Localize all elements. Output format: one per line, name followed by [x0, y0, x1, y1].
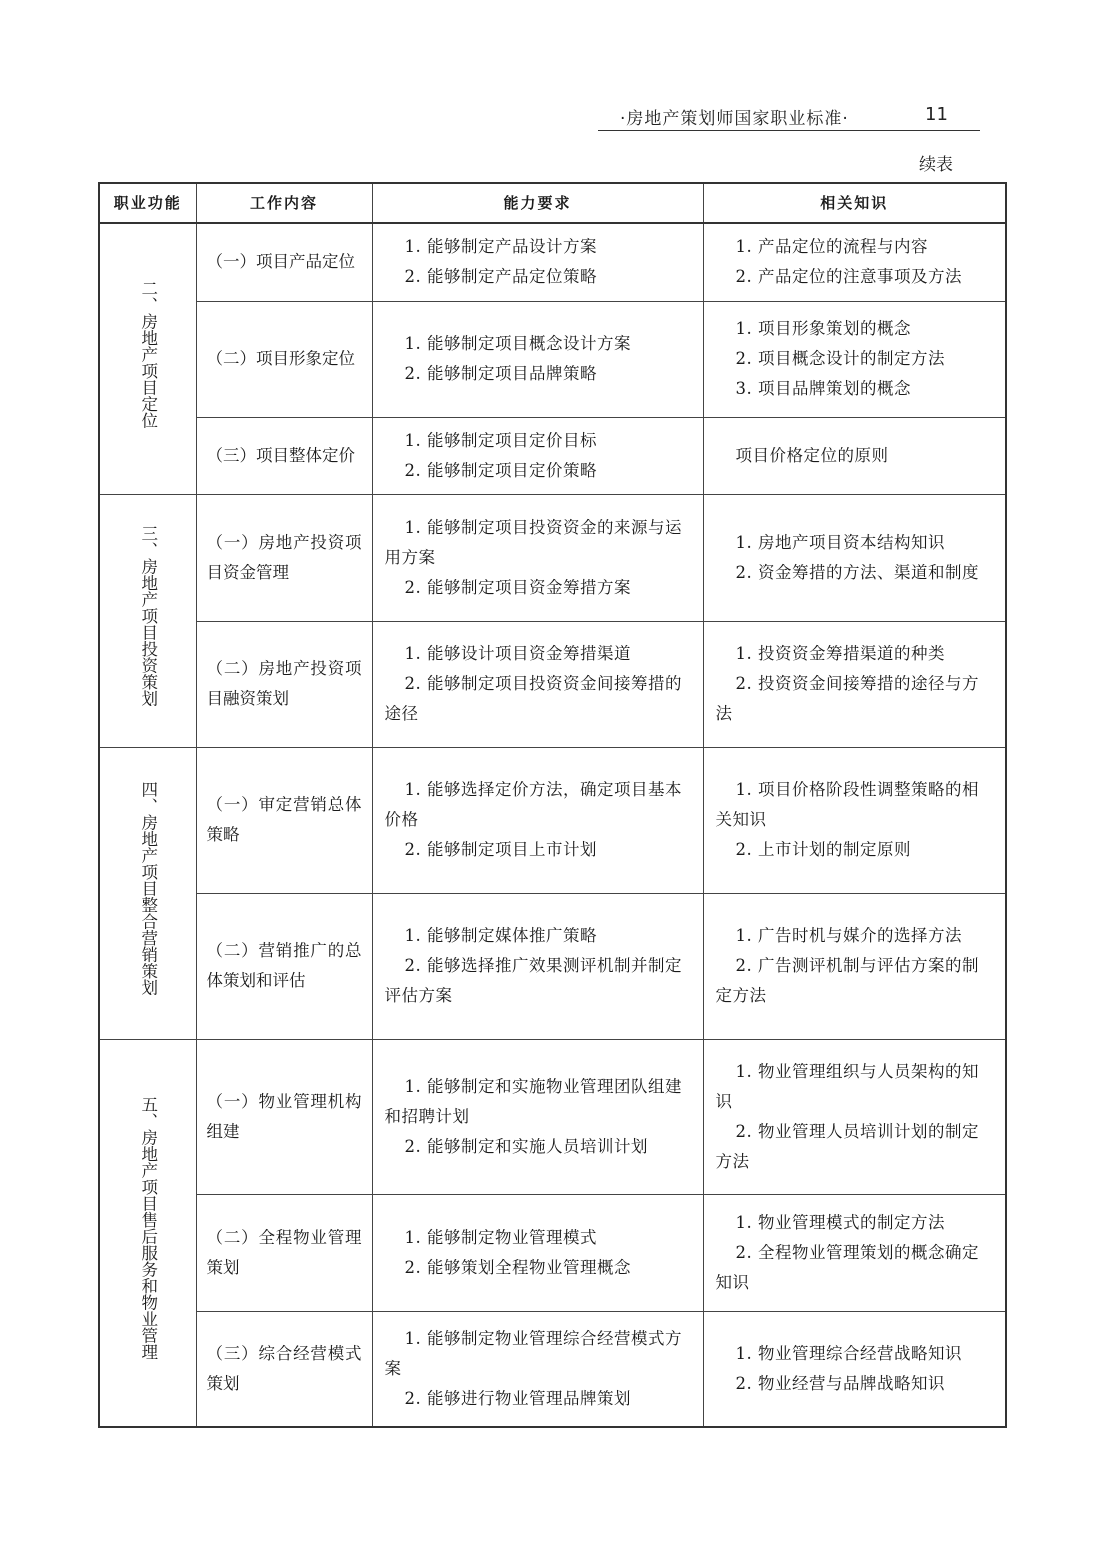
table-row	[99, 1311, 1006, 1427]
knowledge-item: 1. 广告时机与媒介的选择方法	[735, 926, 962, 945]
table-row	[99, 747, 1006, 893]
knowledge-item: 2. 资金筹措的方法、渠道和制度	[735, 562, 979, 582]
ability-item: 2. 能够制定项目资金筹措方案	[404, 577, 631, 597]
ability-item: 1. 能够制定项目投资资金的来源与运用方案	[384, 517, 682, 567]
abilities-cell	[372, 747, 703, 893]
ability-item: 2. 能够进行物业管理品牌策划	[404, 1388, 631, 1408]
function-cell	[99, 747, 196, 1039]
column-header-abilities: 能力要求	[372, 183, 703, 223]
knowledge-item: 1. 投资资金筹措渠道的种类	[735, 644, 945, 663]
ability-item: 2. 能够选择推广效果测评机制并制定评估方案	[384, 956, 682, 1005]
ability-item: 2. 能够制定项目品牌策略	[404, 364, 597, 383]
ability-item: 1. 能够制定项目定价目标	[404, 430, 597, 450]
ability-item: 1. 能够设计项目资金筹措渠道	[404, 644, 631, 663]
ability-item: 2. 能够制定产品定位策略	[404, 267, 597, 287]
running-title: ·房地产策划师国家职业标准·	[620, 109, 849, 129]
ability-item: 1. 能够制定产品设计方案	[404, 237, 597, 257]
function-label: 五、房地产项目售后服务和物业管理	[138, 1095, 158, 1360]
table-row	[99, 893, 1006, 1039]
function-cell	[99, 223, 196, 494]
column-header-content: 工作内容	[196, 183, 372, 223]
knowledge-cell	[703, 621, 1006, 747]
knowledge-item: 2. 上市计划的制定原则	[735, 840, 911, 859]
continued-label: 续表	[919, 155, 953, 175]
function-cell	[99, 1039, 196, 1427]
ability-item: 2. 能够制定和实施人员培训计划	[404, 1136, 648, 1156]
ability-item: 2. 能够制定项目上市计划	[404, 840, 597, 859]
column-header-function: 职业功能	[99, 183, 196, 223]
table-row	[99, 223, 1006, 301]
knowledge-cell	[703, 223, 1006, 301]
ability-item: 1. 能够选择定价方法，确定项目基本价格	[384, 780, 682, 829]
occupational-standard-table	[98, 182, 1007, 1428]
knowledge-item: 1. 房地产项目资本结构知识	[735, 532, 945, 552]
knowledge-cell	[703, 301, 1006, 417]
table-row	[99, 1039, 1006, 1194]
abilities-cell	[372, 494, 703, 621]
abilities-cell	[372, 893, 703, 1039]
ability-item: 2. 能够制定项目定价策略	[404, 460, 597, 480]
content-cell: （一）物业管理机构组建	[196, 1039, 372, 1194]
column-header-knowledge: 相关知识	[703, 183, 1006, 223]
knowledge-item: 项目价格定位的原则	[735, 445, 889, 465]
content-cell: （三）综合经营模式策划	[196, 1311, 372, 1427]
knowledge-item: 2. 产品定位的注意事项及方法	[735, 267, 962, 287]
knowledge-cell	[703, 1039, 1006, 1194]
abilities-cell	[372, 1311, 703, 1427]
knowledge-item: 2. 全程物业管理策划的概念确定知识	[715, 1242, 979, 1292]
knowledge-item: 2. 物业经营与品牌战略知识	[735, 1373, 945, 1393]
knowledge-cell	[703, 893, 1006, 1039]
knowledge-cell	[703, 417, 1006, 494]
function-label: 二、房地产项目定位	[138, 279, 158, 428]
knowledge-item: 1. 物业管理综合经营战略知识	[735, 1343, 962, 1363]
content-cell: （二）项目形象定位	[196, 301, 372, 417]
abilities-cell	[372, 301, 703, 417]
table-row	[99, 494, 1006, 621]
function-label: 三、房地产项目投资策划	[138, 524, 158, 707]
knowledge-item: 1. 物业管理模式的制定方法	[735, 1212, 945, 1232]
table-row	[99, 301, 1006, 417]
knowledge-item: 2. 投资资金间接筹措的途径与方法	[715, 674, 979, 723]
abilities-cell	[372, 621, 703, 747]
knowledge-cell	[703, 1311, 1006, 1427]
abilities-cell	[372, 1039, 703, 1194]
content-cell: （二）全程物业管理策划	[196, 1194, 372, 1311]
ability-item: 1. 能够制定和实施物业管理团队组建和招聘计划	[384, 1076, 682, 1126]
knowledge-cell	[703, 747, 1006, 893]
knowledge-cell	[703, 1194, 1006, 1311]
content-cell: （一）审定营销总体策略	[196, 747, 372, 893]
table-row	[99, 621, 1006, 747]
content-cell: （一）房地产投资项目资金管理	[196, 494, 372, 621]
knowledge-cell	[703, 494, 1006, 621]
knowledge-item: 1. 项目价格阶段性调整策略的相关知识	[715, 780, 979, 829]
table-header-row	[99, 183, 1006, 223]
page-number: 11	[925, 104, 948, 125]
ability-item: 2. 能够制定项目投资资金间接筹措的途径	[384, 674, 682, 723]
knowledge-item: 1. 产品定位的流程与内容	[735, 237, 928, 257]
ability-item: 1. 能够制定项目概念设计方案	[404, 334, 631, 353]
knowledge-item: 2. 物业管理人员培训计划的制定方法	[715, 1121, 979, 1171]
function-label: 四、房地产项目整合营销策划	[138, 780, 158, 996]
knowledge-item: 3. 项目品牌策划的概念	[735, 379, 911, 398]
running-header	[598, 100, 980, 131]
knowledge-item: 1. 项目形象策划的概念	[735, 319, 911, 338]
content-cell: （三）项目整体定价	[196, 417, 372, 494]
knowledge-item: 1. 物业管理组织与人员架构的知识	[715, 1061, 979, 1111]
content-cell: （一）项目产品定位	[196, 223, 372, 301]
ability-item: 1. 能够制定物业管理模式	[404, 1227, 597, 1247]
ability-item: 1. 能够制定物业管理综合经营模式方案	[384, 1328, 682, 1378]
knowledge-item: 2. 广告测评机制与评估方案的制定方法	[715, 956, 979, 1005]
content-cell: （二）房地产投资项目融资策划	[196, 621, 372, 747]
ability-item: 1. 能够制定媒体推广策略	[404, 926, 597, 945]
content-cell: （二）营销推广的总体策划和评估	[196, 893, 372, 1039]
table-row	[99, 1194, 1006, 1311]
ability-item: 2. 能够策划全程物业管理概念	[404, 1257, 631, 1277]
abilities-cell	[372, 417, 703, 494]
abilities-cell	[372, 1194, 703, 1311]
abilities-cell	[372, 223, 703, 301]
table-row	[99, 417, 1006, 494]
knowledge-item: 2. 项目概念设计的制定方法	[735, 349, 945, 368]
function-cell	[99, 494, 196, 747]
